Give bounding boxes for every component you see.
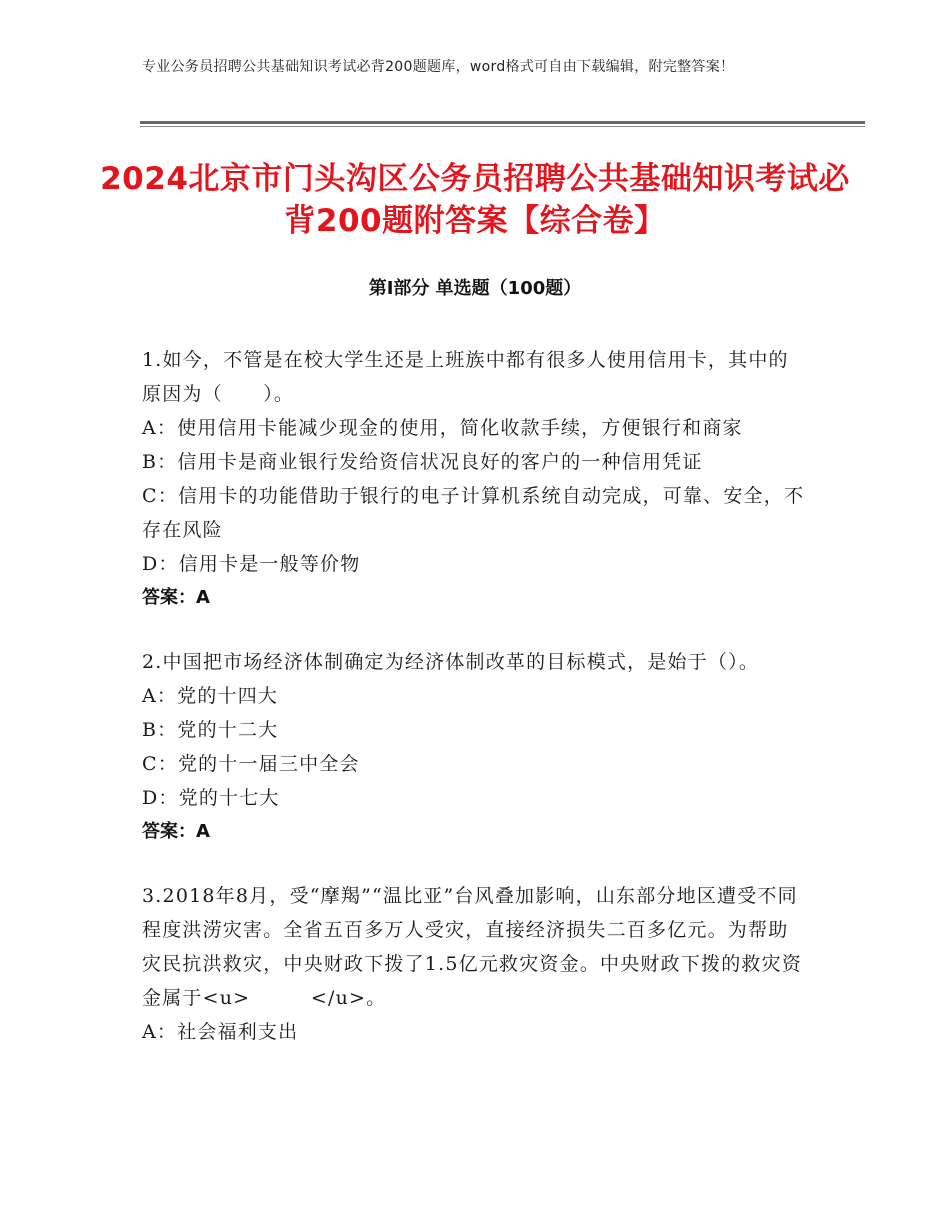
header-note: 专业公务员招聘公共基础知识考试必背200题题库，word格式可自由下载编辑，附完整答案！ <box>142 59 735 75</box>
question-3 <box>142 879 807 1049</box>
option-b: B：党的十二大 <box>142 719 279 741</box>
option-a: A：社会福利支出 <box>142 1021 299 1043</box>
question-stem: 1.如今，不管是在校大学生还是上班族中都有很多人使用信用卡，其中的原因为（ ）。 <box>142 349 789 405</box>
section-heading: 第Ⅰ部分 单选题（100题） <box>368 278 582 299</box>
option-a: A：使用信用卡能减少现金的使用，简化收款手续，方便银行和商家 <box>142 417 743 439</box>
question-2 <box>142 645 807 849</box>
option-b: B：信用卡是商业银行发给资信状况良好的客户的一种信用凭证 <box>142 451 703 473</box>
option-c: C：信用卡的功能借助于银行的电子计算机系统自动完成，可靠、安全，不存在风险 <box>142 485 805 541</box>
header-divider <box>140 121 865 124</box>
question-1 <box>142 343 807 615</box>
question-stem: 3.2018年8月，受“摩羯”“温比亚”台风叠加影响，山东部分地区遭受不同程度洪涝灾害。全省五百多万人受灾，直接经济损失二百多亿元。为帮助灾民抗洪救灾，中央财政下拨了1.5亿元救灾资金。中央财政下拨的救灾资金属于<u> </u>。 <box>142 885 803 1009</box>
answer-label: 答案：A <box>142 587 210 608</box>
option-c: C：党的十一届三中全会 <box>142 753 360 775</box>
header-divider-thin <box>140 126 865 127</box>
option-d: D：党的十七大 <box>142 787 280 809</box>
question-stem: 2.中国把市场经济体制确定为经济体制改革的目标模式，是始于（）。 <box>142 651 760 673</box>
option-d: D：信用卡是一般等价物 <box>142 553 361 575</box>
option-a: A：党的十四大 <box>142 685 279 707</box>
question-list <box>142 343 807 1079</box>
document-title: 2024北京市门头沟区公务员招聘公共基础知识考试必背200题附答案【综合卷】 <box>100 161 850 239</box>
answer-label: 答案：A <box>142 821 210 842</box>
